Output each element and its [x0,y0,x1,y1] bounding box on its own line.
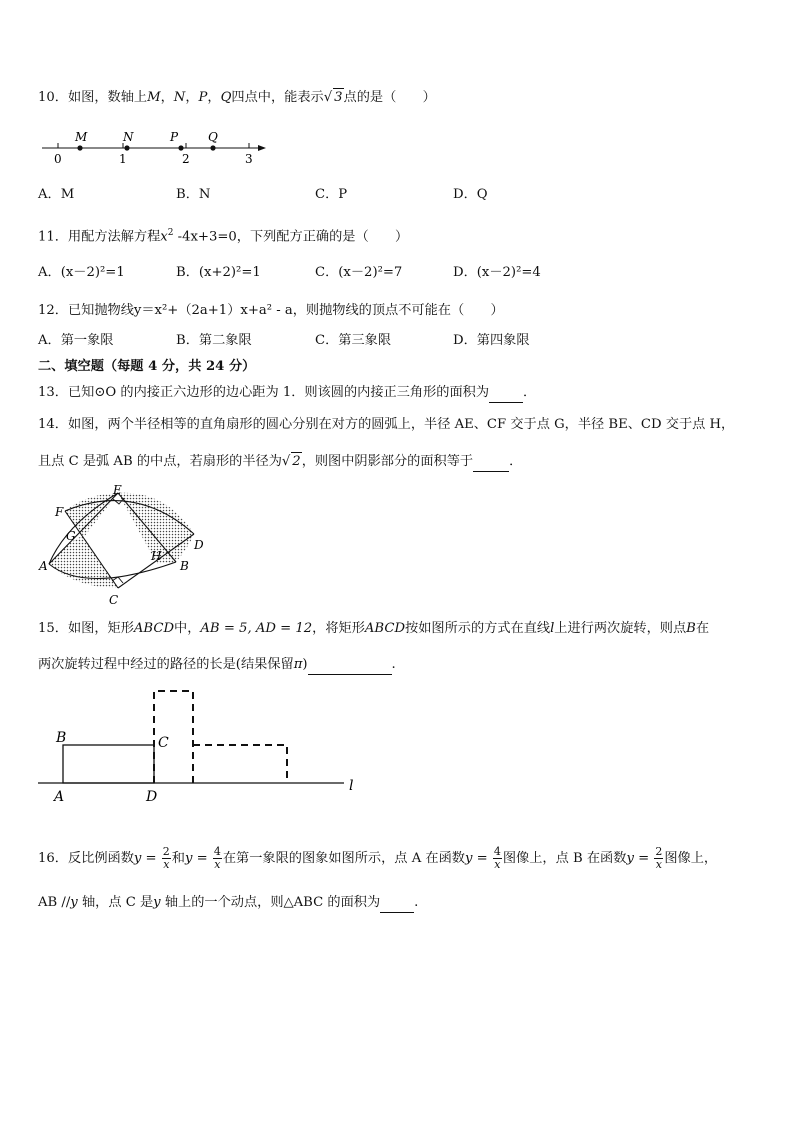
q16-text-g: 轴上的一个动点，则△ABC 的面积为 [160,895,381,910]
point-label-P: P [170,130,179,144]
q11-option-a[interactable]: A．(x－2)²=1 [38,265,125,280]
arrow-icon [258,145,266,151]
q14-text-b: ，则图中阴影部分的面积等于 [301,454,474,469]
q14-end: ． [509,454,523,469]
fraction-4-over-x [493,846,502,871]
q16-den: x [494,858,501,871]
axis-label-1: 1 [119,152,127,166]
fig14-label-B: B [180,559,189,573]
q16-eq: = [192,851,212,866]
fraction-4-over-x [213,846,222,871]
q13-text: 13．已知⊙O 的内接正六边形的边心距为 1．则该圆的内接正三角形的面积为 [38,385,490,400]
q16-text-d: 图像上， [664,851,718,866]
q10-option-a[interactable]: A．M [38,187,75,202]
q15-pi: π [293,657,303,672]
q10-option-c[interactable]: C．P [315,187,348,202]
q16-end: . [414,895,419,910]
fig14-label-D: D [194,538,204,552]
q10-N: N [173,90,186,105]
q16-y: y [184,851,193,866]
q11-var: x [160,229,168,245]
q10-root-value: 3 [334,90,343,105]
q15-answer-blank[interactable] [308,656,392,675]
fig14-label-G: G [66,529,76,543]
q11-eq-rest: -4x+3=0，下列配方正确的是（ ） [173,229,409,245]
q10-Q: Q [220,90,232,105]
q15-condition: AB = 5, AD = 12 [200,621,313,636]
fraction-2-over-x [654,846,663,871]
point-Q [210,145,215,150]
fig14-label-A: A [39,559,48,573]
question-15-line-2 [38,656,396,675]
q10-sep: ， [160,90,174,105]
point-M [77,145,82,150]
q16-eq: = [633,851,654,866]
q15-text-b: 中， [174,621,201,636]
q15-text-a: 15．如图，矩形 [38,621,134,636]
q16-y: y [133,851,142,866]
q11-text: 11．用配方法解方程 [38,229,161,245]
question-15-line-1 [38,620,709,638]
q16-num: 2 [162,845,170,858]
q11-option-b[interactable]: B．(x+2)²=1 [176,265,261,280]
q12-option-b[interactable]: B．第二象限 [176,333,252,348]
q16-y: y [464,851,473,866]
q16-den: x [655,858,662,871]
number-line-figure [36,126,276,168]
axis-label-2: 2 [182,152,190,166]
q16-eq: = [141,851,161,866]
question-11 [38,224,408,246]
q14-root-sign: √ [281,454,291,469]
q16-and: 和 [171,851,185,866]
q16-y: y [626,851,634,866]
q16-text-b: 在第一象限的图象如图所示，点 A 在函数 [222,851,465,866]
q16-text-a: 16．反比例函数 [38,851,134,866]
q16-num: 4 [213,845,221,858]
q16-text-f: 轴，点 C 是 [77,895,154,910]
fig14-label-F: F [55,505,64,519]
q15-end: . [391,657,396,672]
question-16-line-1 [38,846,717,871]
point-label-Q: Q [208,130,218,144]
rectangle-after-rotation-2 [193,745,287,783]
fig14-label-C: C [109,593,119,607]
q10-option-b[interactable]: B．N [176,187,211,202]
q12-option-d[interactable]: D．第四象限 [453,333,530,348]
q11-option-d[interactable]: D．(x－2)²=4 [453,265,541,280]
q16-num: 2 [655,845,663,858]
q11-option-c[interactable]: C．(x－2)²=7 [315,265,403,280]
question-10 [38,88,436,107]
q10-sep: ， [185,90,199,105]
q11-sup: 2 [167,228,174,238]
question-16-line-2 [38,894,418,913]
q15-abcd: ABCD [133,621,175,636]
point-P [178,145,183,150]
q14-answer-blank[interactable] [473,453,509,472]
axis-label-0: 0 [54,152,62,166]
rectangle-ABCD [63,745,154,783]
q10-text-c: 点的是（ ） [343,90,436,105]
q15-text-line2: 两次旋转过程中经过的路径的长是(结果保留 [38,657,294,672]
q16-num: 4 [493,845,501,858]
q15-abcd: ABCD [364,621,406,636]
question-14-line-1: 14．如图，两个半径相等的直角扇形的圆心分别在对方的圆弧上，半径 AE、CF 交于点 G，半径 BE、CD 交于点 H， [38,417,735,432]
q13-answer-blank[interactable] [489,384,523,403]
sectors-figure [36,482,216,610]
fig14-label-E: E [113,483,122,497]
q16-den: x [214,858,221,871]
q10-text-b: 四点中，能表示 [231,90,324,105]
q10-root-sign: √ [323,90,333,105]
q12-option-a[interactable]: A．第一象限 [38,333,114,348]
axis-label-3: 3 [245,152,253,166]
fig14-label-H: H [151,549,162,563]
point-label-N: N [123,130,134,144]
q14-text-a: 且点 C 是弧 AB 的中点，若扇形的半径为 [38,454,282,469]
q15-line-l: l [550,621,555,636]
q10-text: 如图，数轴上 [67,90,148,105]
q10-P: P [198,90,208,105]
fig15-label-C: C [158,735,169,751]
q16-eq: = [472,851,492,866]
point-label-M: M [75,130,88,144]
q15-text-e: 上进行两次旋转，则点 [554,621,687,636]
fig15-label-A: A [54,789,65,805]
question-13 [38,384,536,403]
question-12: 12．已知抛物线y＝x²+（2a+1）x+a² - a，则抛物线的顶点不可能在（ ） [38,303,504,318]
fig15-label-D: D [146,789,158,805]
question-14-line-2 [38,452,522,472]
point-N [124,145,129,150]
q10-number: 10． [38,90,68,105]
q15-text-d: 按如图所示的方式在直线 [405,621,551,636]
q15-close: ) [302,657,308,672]
q15-B: B [686,621,696,636]
fraction-2-over-x [162,846,171,871]
rectangle-rotation-figure [36,686,366,806]
section-title-fill-in: 二、填空题（每题 4 分，共 24 分） [38,359,256,374]
q16-text-e: AB // [38,895,71,910]
q16-text-c: 图像上，点 B 在函数 [502,851,627,866]
q15-text-c: ，将矩形 [312,621,365,636]
q13-end: ． [523,385,537,400]
q16-den: x [163,858,170,871]
fig15-label-B: B [56,730,67,746]
q12-option-c[interactable]: C．第三象限 [315,333,392,348]
q10-M: M [147,90,161,105]
q16-answer-blank[interactable] [380,894,414,913]
q10-option-d[interactable]: D．Q [453,187,488,202]
q14-root-value: 2 [292,454,301,469]
q16-y: y [70,895,78,910]
q16-y: y [153,895,161,910]
fig15-label-l: l [349,778,354,794]
q10-sep: ， [207,90,221,105]
q15-text-f: 在 [695,621,710,636]
